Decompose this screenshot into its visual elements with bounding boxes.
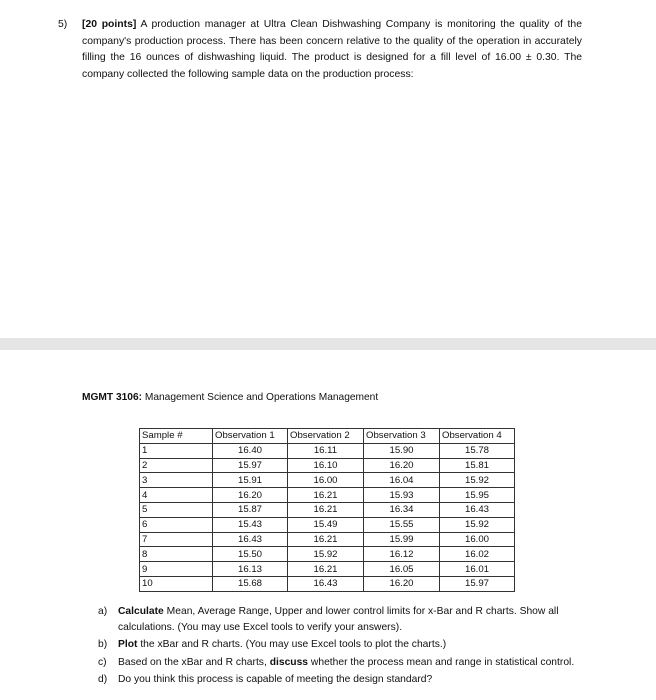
cell-observation: 16.21 — [288, 562, 364, 577]
cell-observation: 16.00 — [440, 532, 515, 547]
cell-observation: 16.02 — [440, 547, 515, 562]
cell-observation: 15.93 — [364, 488, 440, 503]
cell-observation: 15.78 — [440, 443, 515, 458]
cell-observation: 16.12 — [364, 547, 440, 562]
question-text: Mean, Average Range, Upper and lower control limits for x-Bar and R charts. Show all calculations. (You may use Excel tools to verify your answers). — [118, 606, 559, 634]
cell-sample: 10 — [140, 576, 213, 591]
cell-observation: 15.90 — [364, 443, 440, 458]
question-d — [98, 672, 578, 688]
header-observation-4: Observation 4 — [440, 429, 515, 444]
cell-observation: 16.20 — [213, 488, 288, 503]
cell-observation: 15.97 — [440, 576, 515, 591]
cell-observation: 15.92 — [440, 517, 515, 532]
cell-observation: 16.21 — [288, 502, 364, 517]
observation-table — [139, 428, 515, 592]
cell-observation: 16.21 — [288, 488, 364, 503]
question-text: whether the process mean and range in statistical control. — [308, 656, 575, 668]
cell-observation: 15.91 — [213, 473, 288, 488]
cell-observation: 16.43 — [288, 576, 364, 591]
course-code: MGMT 3106: — [82, 392, 143, 403]
cell-observation: 16.20 — [364, 458, 440, 473]
table-row — [140, 562, 515, 577]
header-observation-1: Observation 1 — [213, 429, 288, 444]
page-bottom — [0, 350, 656, 700]
cell-observation: 16.13 — [213, 562, 288, 577]
cell-observation: 15.50 — [213, 547, 288, 562]
table-row — [140, 547, 515, 562]
cell-observation: 15.43 — [213, 517, 288, 532]
cell-observation: 16.00 — [288, 473, 364, 488]
table-row — [140, 458, 515, 473]
cell-sample: 2 — [140, 458, 213, 473]
cell-observation: 16.40 — [213, 443, 288, 458]
cell-sample: 5 — [140, 502, 213, 517]
cell-sample: 6 — [140, 517, 213, 532]
header-sample: Sample # — [140, 429, 213, 444]
cell-observation: 15.95 — [440, 488, 515, 503]
table-header-row — [140, 429, 515, 444]
question-label: d) — [98, 673, 108, 685]
question-label: b) — [98, 639, 108, 651]
cell-observation: 15.68 — [213, 576, 288, 591]
cell-observation: 16.43 — [213, 532, 288, 547]
question-c — [98, 655, 578, 671]
cell-observation: 16.21 — [288, 532, 364, 547]
cell-observation: 16.43 — [440, 502, 515, 517]
problem-points: [20 points] — [82, 19, 137, 30]
cell-sample: 4 — [140, 488, 213, 503]
question-keyword: discuss — [269, 656, 309, 668]
question-label: c) — [98, 656, 107, 668]
question-list — [98, 604, 578, 689]
course-title: Management Science and Operations Management — [144, 392, 379, 403]
table-row — [140, 517, 515, 532]
table-row — [140, 576, 515, 591]
cell-sample: 1 — [140, 443, 213, 458]
table-row — [140, 502, 515, 517]
cell-observation: 15.92 — [440, 473, 515, 488]
cell-observation: 16.11 — [288, 443, 364, 458]
problem-number: 5) — [58, 19, 68, 30]
cell-sample: 3 — [140, 473, 213, 488]
cell-sample: 7 — [140, 532, 213, 547]
cell-observation: 15.87 — [213, 502, 288, 517]
cell-observation: 16.04 — [364, 473, 440, 488]
cell-sample: 8 — [140, 547, 213, 562]
question-text: Do you think this process is capable of meeting the design standard? — [118, 673, 433, 685]
question-a — [98, 604, 578, 636]
page-top — [0, 0, 656, 338]
question-b — [98, 637, 578, 653]
question-text: the xBar and R charts. (You may use Excel tools to plot the charts.) — [137, 639, 447, 651]
header-observation-2: Observation 2 — [288, 429, 364, 444]
problem-statement — [58, 17, 582, 83]
cell-observation: 16.05 — [364, 562, 440, 577]
cell-observation: 16.01 — [440, 562, 515, 577]
cell-sample: 9 — [140, 562, 213, 577]
cell-observation: 16.34 — [364, 502, 440, 517]
question-text-pre: Based on the xBar and R charts, — [118, 656, 270, 668]
cell-observation: 16.20 — [364, 576, 440, 591]
header-observation-3: Observation 3 — [364, 429, 440, 444]
table-row — [140, 443, 515, 458]
course-header — [82, 392, 378, 403]
question-keyword: Plot — [118, 639, 138, 651]
cell-observation: 15.99 — [364, 532, 440, 547]
question-keyword: Calculate — [118, 606, 164, 617]
problem-text: A production manager at Ultra Clean Dishwashing Company is monitoring the quality of the company's production process. There has been concern relative to the quality of the operation in accurately filling the 16 ounces of dishwashing liquid. The product is designed for a fill level of 16.00 ± 0.30. The company collected the following sample data on the production process: — [82, 19, 582, 80]
cell-observation: 15.97 — [213, 458, 288, 473]
cell-observation: 15.81 — [440, 458, 515, 473]
cell-observation: 16.10 — [288, 458, 364, 473]
question-label: a) — [98, 606, 108, 617]
table-row — [140, 488, 515, 503]
table-row — [140, 473, 515, 488]
table-row — [140, 532, 515, 547]
cell-observation: 15.92 — [288, 547, 364, 562]
cell-observation: 15.55 — [364, 517, 440, 532]
cell-observation: 15.49 — [288, 517, 364, 532]
